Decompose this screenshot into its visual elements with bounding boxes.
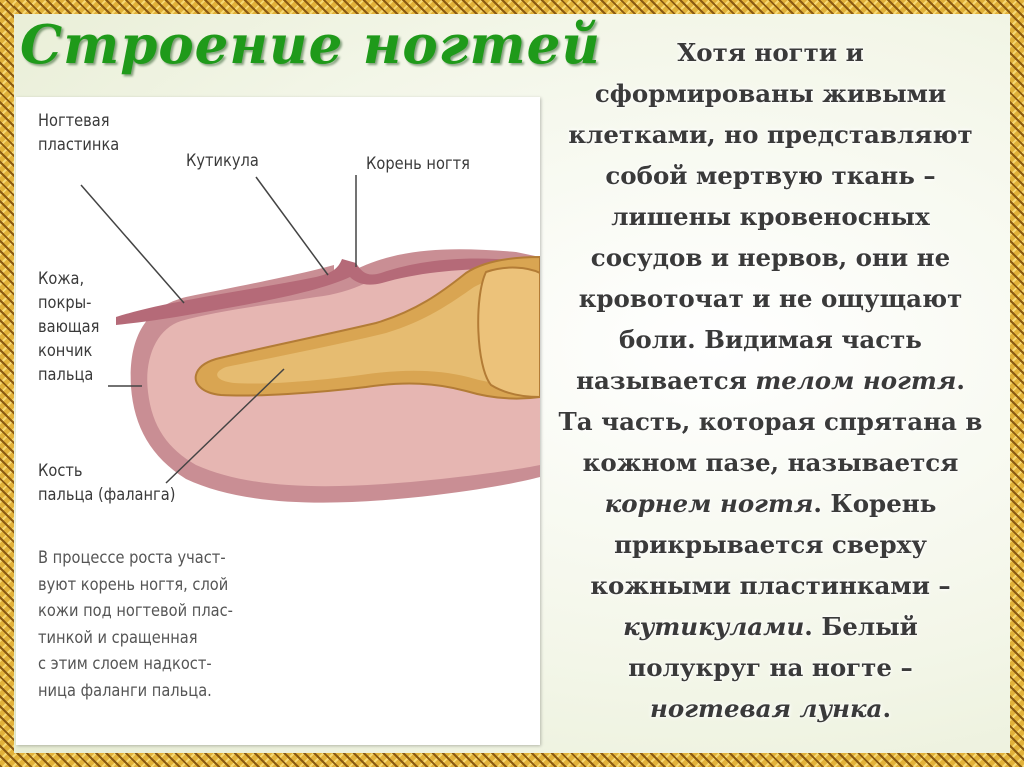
label-skin: Кожа, покры- вающая кончик пальца: [38, 269, 100, 385]
description-line: [533, 278, 1008, 319]
description-text-segment: кровоточат и не ощущают: [578, 284, 963, 313]
description-text-segment: . Корень: [813, 489, 937, 518]
description-text-segment: сосудов и нервов, они не: [590, 243, 951, 272]
joint-head: [478, 268, 540, 397]
description-text: [533, 32, 1008, 729]
description-line: [533, 319, 1008, 360]
description-line: [533, 565, 1008, 606]
description-line: [533, 73, 1008, 114]
emphasized-term: кутикулами: [623, 612, 805, 641]
description-text-segment: клетками, но представляют: [568, 120, 973, 149]
emphasized-term: телом ногтя: [755, 366, 957, 395]
description-text-segment: .: [956, 366, 965, 395]
slide-title: Строение ногтей: [20, 14, 601, 76]
label-cuticle: Кутикула: [186, 151, 259, 171]
description-line: [533, 606, 1008, 647]
decorative-border-left: [0, 0, 14, 767]
description-text-segment: кожном пазе, называется: [582, 448, 959, 477]
emphasized-term: ногтевая лунка: [650, 694, 883, 723]
description-line: [533, 483, 1008, 524]
decorative-border-top: [0, 0, 1024, 14]
description-line: [533, 114, 1008, 155]
description-text-segment: полукруг на ногте –: [628, 653, 913, 682]
label-nail-plate: Ногтевая пластинка: [38, 111, 120, 155]
description-text-segment: называется: [576, 366, 756, 395]
description-line: [533, 401, 1008, 442]
description-text-segment: прикрывается сверху: [614, 530, 927, 559]
diagram-caption: В процессе роста участ- вуют корень ногтя, слой кожи под ногтевой плас- тинкой и сращенная с этим слоем надкост- ница фаланги пальца.: [38, 548, 233, 701]
decorative-border-right: [1010, 0, 1024, 767]
description-line: [533, 155, 1008, 196]
description-line: [533, 32, 1008, 73]
description-line: [533, 196, 1008, 237]
description-text-segment: боли. Видимая часть: [619, 325, 922, 354]
description-text-segment: кожными пластинками –: [590, 571, 951, 600]
description-line: [533, 442, 1008, 483]
label-nail-root: Корень ногтя: [366, 154, 470, 174]
description-text-segment: .: [882, 694, 891, 723]
description-text-segment: сформированы живыми: [594, 79, 947, 108]
pointer-cuticle: [256, 177, 328, 275]
description-text-segment: собой мертвую ткань –: [605, 161, 936, 190]
description-text-segment: Та часть, которая спрятана в: [558, 407, 983, 436]
description-line: [533, 688, 1008, 729]
description-line: [533, 360, 1008, 401]
description-text-segment: лишены кровеносных: [611, 202, 930, 231]
label-bone: Кость пальца (фаланга): [38, 461, 176, 505]
description-line: [533, 524, 1008, 565]
description-text-segment: Хотя ногти и: [677, 38, 864, 67]
description-line: [533, 237, 1008, 278]
description-line: [533, 647, 1008, 688]
description-text-segment: . Белый: [804, 612, 918, 641]
decorative-border-bottom: [0, 753, 1024, 767]
emphasized-term: корнем ногтя: [604, 489, 814, 518]
nail-structure-diagram: [16, 97, 540, 745]
